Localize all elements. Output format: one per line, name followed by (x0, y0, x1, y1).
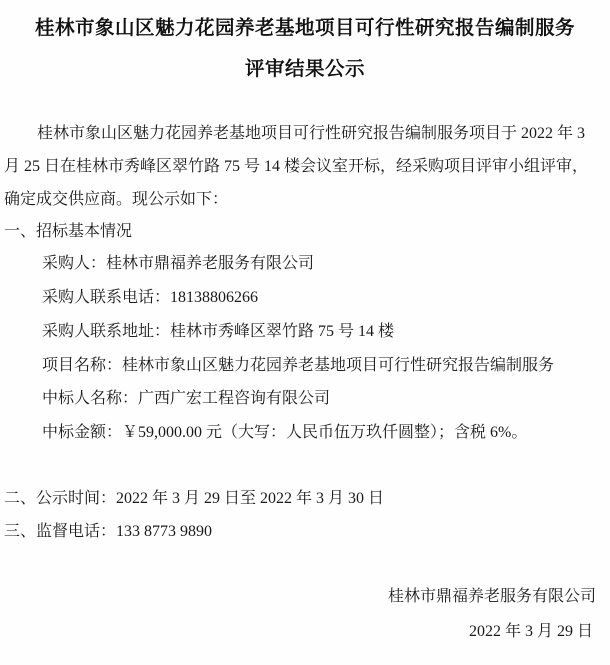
signature-date: 2022 年 3 月 29 日 (468, 623, 593, 640)
document-title-line-1: 桂林市象山区魅力花园养老基地项目可行性研究报告编制服务 (34, 18, 575, 39)
section3-supervision-phone: 三、监督电话：133 8773 9890 (4, 523, 213, 540)
item-buyer-name: 采购人：桂林市鼎福养老服务有限公司 (42, 255, 315, 272)
document-title-line-2: 评审结果公示 (244, 59, 365, 80)
intro-paragraph-line-2: 月 25 日在桂林市秀峰区翠竹路 75 号 14 楼会议室开标，经采购项目评审小组评审， (4, 158, 589, 175)
intro-paragraph-line-1: 桂林市象山区魅力花园养老基地项目可行性研究报告编制服务项目于 2022 年 3 (37, 125, 586, 142)
section1-heading: 一、招标基本情况 (4, 223, 133, 240)
item-award-amount: 中标金额：￥59,000.00 元（大写：人民币伍万玖仟圆整）；含税 6%。 (42, 424, 528, 441)
item-buyer-phone: 采购人联系电话：18138806266 (42, 289, 259, 306)
section2-publication-period: 二、公示时间：2022 年 3 月 29 日至 2022 年 3 月 30 日 (4, 490, 385, 507)
signature-company: 桂林市鼎福养老服务有限公司 (387, 588, 596, 605)
intro-paragraph-line-3: 确定成交供应商。现公示如下： (4, 191, 229, 208)
item-winner-name: 中标人名称：广西广宏工程咨询有限公司 (42, 390, 331, 407)
item-buyer-address: 采购人联系地址：桂林市秀峰区翠竹路 75 号 14 楼 (42, 323, 395, 340)
item-project-name: 项目名称：桂林市象山区魅力花园养老基地项目可行性研究报告编制服务 (42, 357, 555, 374)
